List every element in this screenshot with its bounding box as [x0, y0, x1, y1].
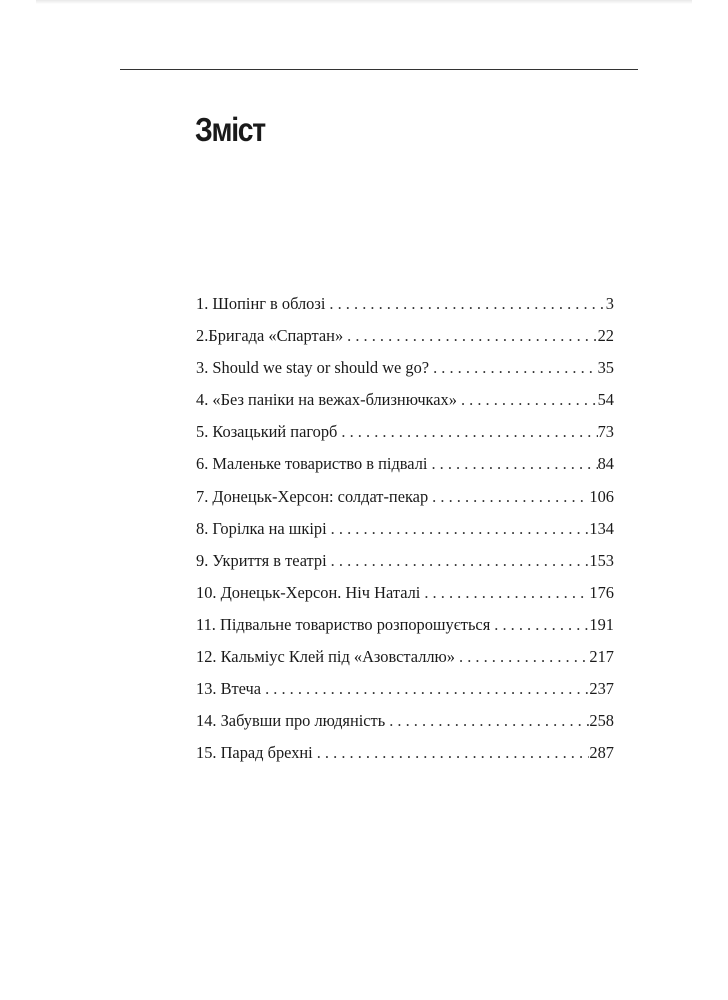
toc-dot-leader [428, 481, 589, 513]
toc-dot-leader [429, 352, 598, 384]
toc-entry-page-number: 22 [597, 326, 614, 346]
toc-entry-page-number: 3 [605, 294, 614, 313]
toc-dot-leader [325, 288, 605, 320]
toc-entry [196, 673, 614, 705]
toc-entry-title: 2.Бригада «Спартан» [196, 326, 344, 346]
toc-dot-leader [385, 705, 589, 737]
toc-entry-page-number: 176 [589, 582, 614, 602]
toc-dot-leader [490, 609, 589, 641]
toc-entry [196, 641, 614, 673]
toc-entry-page-number: 106 [589, 486, 614, 506]
toc-entry-title: 6. Маленьке товариство в підвалі [196, 454, 428, 474]
toc-entry-page-number: 35 [597, 358, 614, 378]
toc-entry [196, 577, 614, 609]
toc-entry-title: 13. Втеча [196, 679, 262, 699]
toc-dot-leader [343, 320, 597, 352]
toc-entry [196, 320, 614, 352]
toc-entry-page-number: 84 [597, 454, 614, 474]
toc-dot-leader [261, 673, 589, 705]
toc-entry [196, 737, 614, 769]
toc-entry [196, 513, 614, 545]
toc-entry-title: 9. Укриття в театрі [196, 550, 327, 570]
toc-dot-leader [455, 641, 589, 673]
toc-entry-title: 5. Козацький пагорб [196, 422, 338, 442]
toc-entry-page-number: 217 [589, 647, 614, 667]
toc-entry [196, 705, 614, 737]
toc-entry-title: 4. «Без паніки на вежах-близнючках» [196, 390, 457, 410]
table-of-contents [196, 288, 614, 769]
page-top-edge [36, 0, 692, 4]
toc-entry-title: 3. Should we stay or should we go? [196, 358, 430, 378]
toc-dot-leader [457, 384, 598, 416]
toc-entry-page-number: 258 [589, 711, 614, 731]
toc-entry [196, 288, 614, 320]
toc-entry-title: 12. Кальміус Клей під «Азовсталлю» [196, 647, 455, 667]
toc-entry-page-number: 287 [589, 743, 614, 763]
toc-entry-page-number: 54 [597, 390, 614, 410]
toc-dot-leader [327, 545, 590, 577]
page-title: Зміст [195, 111, 265, 148]
toc-entry [196, 384, 614, 416]
toc-entry-title: 11. Підвальне товариство розпорошується [196, 614, 491, 634]
toc-entry-title: 1. Шопінг в облозі [196, 294, 326, 313]
toc-entry [196, 545, 614, 577]
toc-entry-page-number: 153 [589, 550, 614, 570]
toc-entry-page-number: 237 [589, 679, 614, 699]
toc-entry-page-number: 134 [589, 518, 614, 538]
toc-entry-title: 14. Забувши про людяність [196, 711, 386, 731]
toc-dot-leader [427, 448, 597, 480]
toc-entry [196, 416, 614, 448]
toc-entry [196, 481, 614, 513]
toc-dot-leader [420, 577, 589, 609]
toc-dot-leader [337, 416, 597, 448]
toc-entry [196, 448, 614, 480]
header-rule [120, 69, 638, 70]
toc-entry [196, 609, 614, 641]
toc-dot-leader [327, 513, 590, 545]
toc-entry-title: 15. Парад брехні [196, 743, 313, 763]
toc-entry-page-number: 73 [597, 422, 614, 442]
toc-dot-leader [313, 737, 590, 769]
toc-entry-title: 8. Горілка на шкірі [196, 518, 327, 538]
toc-entry [196, 352, 614, 384]
toc-entry-title: 7. Донецьк-Херсон: солдат-пекар [196, 486, 429, 506]
toc-entry-page-number: 191 [589, 614, 614, 634]
toc-entry-title: 10. Донецьк-Херсон. Ніч Наталі [196, 582, 421, 602]
